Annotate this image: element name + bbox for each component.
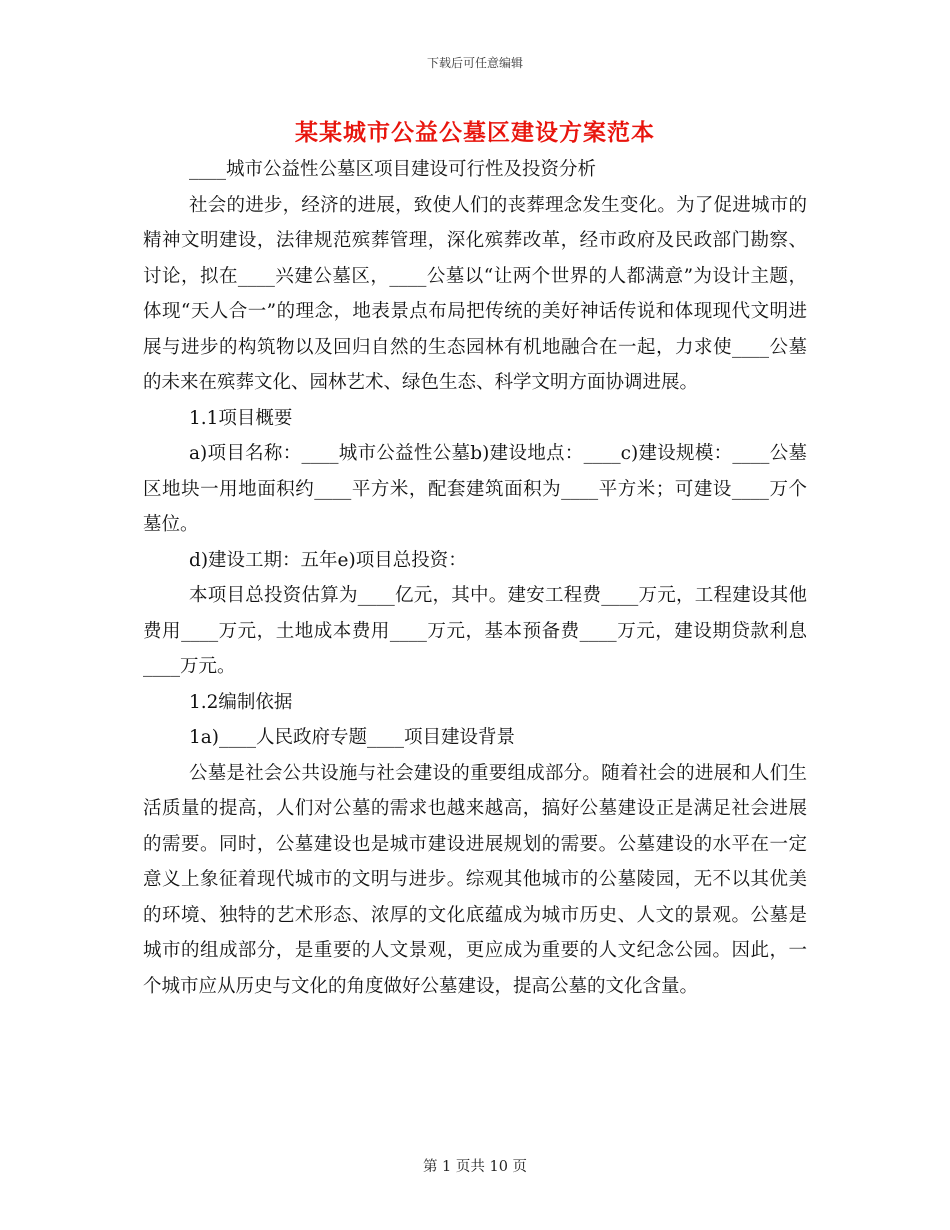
document-title: 某某城市公益公墓区建设方案范本	[295, 119, 655, 146]
section-heading-1-1: 1.1项目概要	[189, 407, 293, 429]
intro-paragraph: 社会的进步，经济的进展，致使人们的丧葬理念发生变化。为了促进城市的精神文明建设，法律规范殡葬管理，深化殡葬改革，经市政府及民政部门勘察、讨论，拟在____兴建公墓区，____公墓以“让两个世界的人都满意”为设计主题，体现“天人合一”的理念，地表景点布局把传统的美好神话传说和体现现代文明进展与进步的构筑物以及回归自然的生态园林有机地融合在一起，力求使____公墓的未来在殡葬文化、园林艺术、绿色生态、科学文明方面协调进展。	[143, 194, 807, 393]
construction-period-paragraph: d)建设工期：五年e)项目总投资：	[189, 549, 467, 571]
page-header: 下载后可任意编辑	[426, 56, 523, 70]
basis-paragraph: 1a)____人民政府专题____项目建设背景	[189, 727, 516, 748]
subtitle-paragraph: ____城市公益性公墓区项目建设可行性及投资分析	[189, 159, 597, 180]
project-overview-paragraph: a)项目名称：____城市公益性公墓b)建设地点：____c)建设规模：____公墓区地块一用地面积约____平方米，配套建筑面积为____平方米；可建设____万个墓位。	[143, 443, 807, 535]
page-footer: 第 1 页共 10 页	[422, 1159, 528, 1175]
background-paragraph: 公墓是社会公共设施与社会建设的重要组成部分。随着社会的进展和人们生活质量的提高，人们对公墓的需求也越来越高，搞好公墓建设正是满足社会进展的需要。同时，公墓建设也是城市建设进展规划的需要。公墓建设的水平在一定意义上象征着现代城市的文明与进步。综观其他城市的公墓陵园，无不以其优美的环境、独特的艺术形态、浓厚的文化底蕴成为城市历史、人文的景观。公墓是城市的组成部分，是重要的人文景观，更应成为重要的人文纪念公园。因此，一个城市应从历史与文化的角度做好公墓建设，提高公墓的文化含量。	[143, 762, 807, 997]
document-body	[143, 152, 807, 1004]
investment-paragraph: 本项目总投资估算为____亿元，其中。建安工程费____万元，工程建设其他费用____万元，土地成本费用____万元，基本预备费____万元，建设期贷款利息____万元。	[143, 585, 807, 677]
section-heading-1-2: 1.2编制依据	[189, 691, 293, 713]
